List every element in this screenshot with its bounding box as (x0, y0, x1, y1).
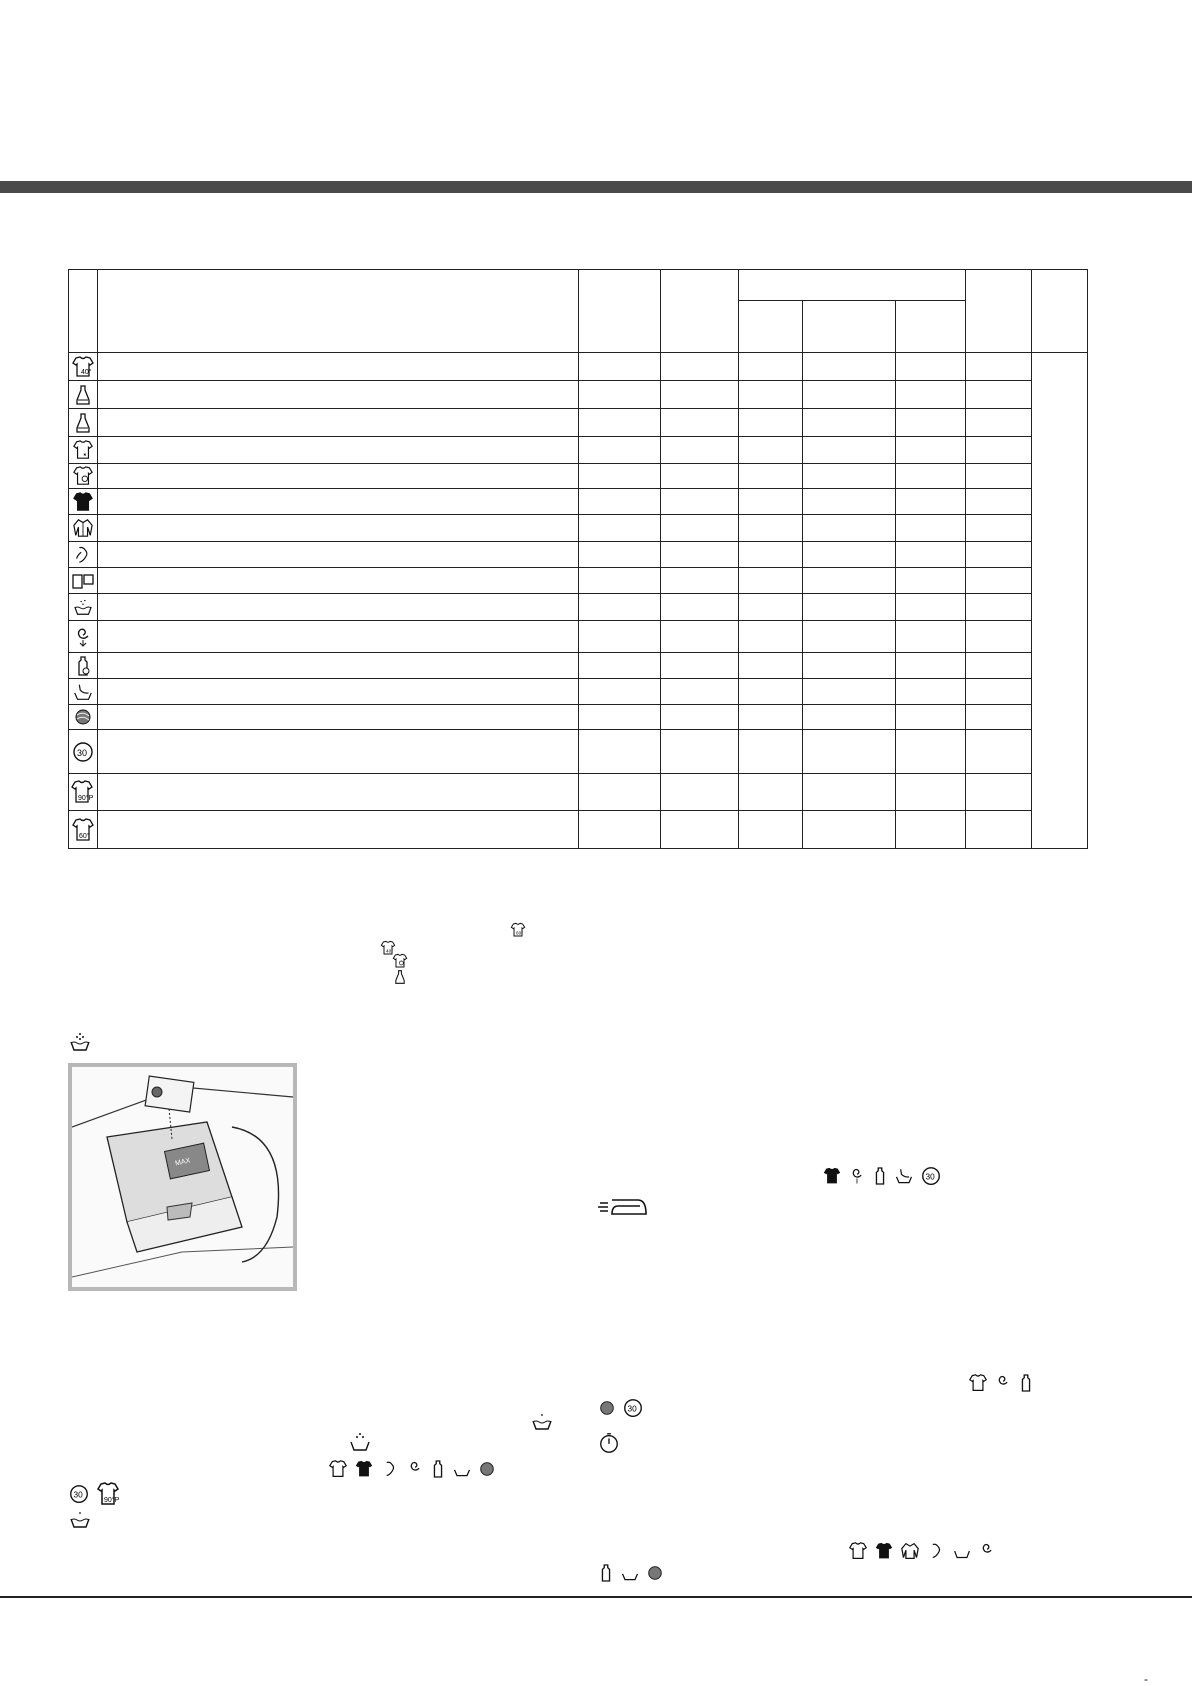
tshirt-90p-icon (69, 774, 98, 811)
footer-rule (0, 1596, 1192, 1598)
svg-text:30: 30 (627, 1404, 637, 1414)
wool-ball-icon (478, 1460, 496, 1478)
svg-text:40°: 40° (386, 948, 394, 954)
spiral-flower-icon (69, 621, 98, 653)
svg-text:30: 30 (73, 1490, 83, 1500)
programme-icon-group (328, 1459, 496, 1479)
express-30-icon (622, 1397, 644, 1419)
table-row (69, 381, 1088, 409)
tshirt-stain-icon (968, 1374, 988, 1392)
handwash-tub-icon (530, 1410, 554, 1432)
programme-icon-group (968, 1373, 1034, 1393)
table-row (69, 542, 1088, 568)
tshirt-stain-icon (328, 1460, 348, 1478)
shirt-icon (900, 1542, 920, 1560)
tshirt-stain-icon (69, 437, 98, 464)
express-30-icon (68, 1483, 90, 1505)
programme-icon-group (68, 1482, 126, 1506)
svg-text:30: 30 (77, 747, 88, 758)
handwash-tub-icon (69, 594, 98, 621)
baby-bottle-icon (69, 653, 98, 679)
table-row (69, 730, 1088, 774)
baby-bottle-icon (430, 1459, 446, 1479)
shirt-icon (69, 515, 98, 542)
sport-shoe-icon (894, 1166, 914, 1186)
table-merged-cell (1032, 353, 1088, 849)
sport-shoe-icon (452, 1459, 472, 1479)
wool-ball-icon (598, 1399, 616, 1417)
powder-tub-icon (348, 1431, 372, 1453)
programme-icon-group (848, 1541, 996, 1561)
bottle-icon (69, 381, 98, 409)
svg-text:90°P: 90°P (104, 1497, 120, 1504)
svg-text:MAX: MAX (174, 1157, 191, 1168)
baby-bottle-icon (872, 1166, 888, 1186)
curtain-icon (69, 568, 98, 594)
programme-table (68, 269, 1088, 849)
table-row (69, 621, 1088, 653)
baby-bottle-icon (598, 1563, 614, 1583)
table-row (69, 489, 1088, 515)
express-30-icon (69, 730, 98, 774)
table-row (69, 409, 1088, 437)
dark-tshirt-icon (69, 489, 98, 515)
table-row (69, 353, 1088, 381)
svg-text:90°P: 90°P (78, 795, 94, 802)
table-row (69, 515, 1088, 542)
tshirt-stain-icon (848, 1542, 868, 1560)
svg-text:30: 30 (925, 1172, 935, 1182)
express-30-icon (920, 1165, 942, 1187)
table-row (69, 679, 1088, 705)
tshirt-flower-icon (392, 953, 408, 969)
wool-ball-icon (69, 705, 98, 730)
iron-icon (598, 1196, 650, 1218)
dark-tshirt-icon (354, 1460, 374, 1478)
handwash-tub-icon (952, 1542, 972, 1560)
handwash-tub-icon (68, 1508, 92, 1530)
table-row (69, 653, 1088, 679)
sport-shoe-icon (69, 679, 98, 705)
dark-tshirt-icon (822, 1167, 842, 1185)
table-row (69, 464, 1088, 489)
dark-tshirt-icon (874, 1542, 894, 1560)
powder-tub-icon (68, 1031, 92, 1053)
sport-shoe-icon (620, 1563, 640, 1583)
silk-icon (926, 1542, 946, 1560)
programme-icon-group (822, 1165, 942, 1187)
programme-icon-group (598, 1563, 664, 1583)
silk-icon (69, 542, 98, 568)
bottle-icon (393, 969, 407, 985)
tshirt-60-icon (69, 811, 98, 849)
header-bar (0, 181, 1192, 193)
spiral-flower-icon (848, 1166, 866, 1186)
table-row (69, 705, 1088, 730)
table-row (69, 811, 1088, 849)
spiral-flower-icon (978, 1541, 996, 1561)
programme-icon-group (598, 1397, 644, 1419)
table-row (69, 437, 1088, 464)
tshirt-40-icon (69, 353, 98, 381)
detergent-drawer-illustration (68, 1063, 297, 1291)
table-header-group (739, 270, 966, 301)
tshirt-60-icon (510, 922, 526, 938)
timer-icon (598, 1432, 620, 1454)
tshirt-flower-icon (69, 464, 98, 489)
bottle-icon (69, 409, 98, 437)
wool-ball-icon (646, 1564, 664, 1582)
tshirt-90p-icon (96, 1482, 126, 1506)
table-row (69, 594, 1088, 621)
svg-text:60°: 60° (79, 832, 90, 840)
svg-text:60°: 60° (516, 930, 524, 936)
spiral-flower-icon (994, 1373, 1012, 1393)
spiral-flower-icon (406, 1459, 424, 1479)
table-header-row (69, 270, 1088, 301)
baby-bottle-icon (1018, 1373, 1034, 1393)
table-row (69, 568, 1088, 594)
table-row (69, 774, 1088, 811)
svg-text:40°: 40° (81, 368, 92, 376)
page-number: - (1144, 1672, 1148, 1686)
silk-icon (380, 1460, 400, 1478)
